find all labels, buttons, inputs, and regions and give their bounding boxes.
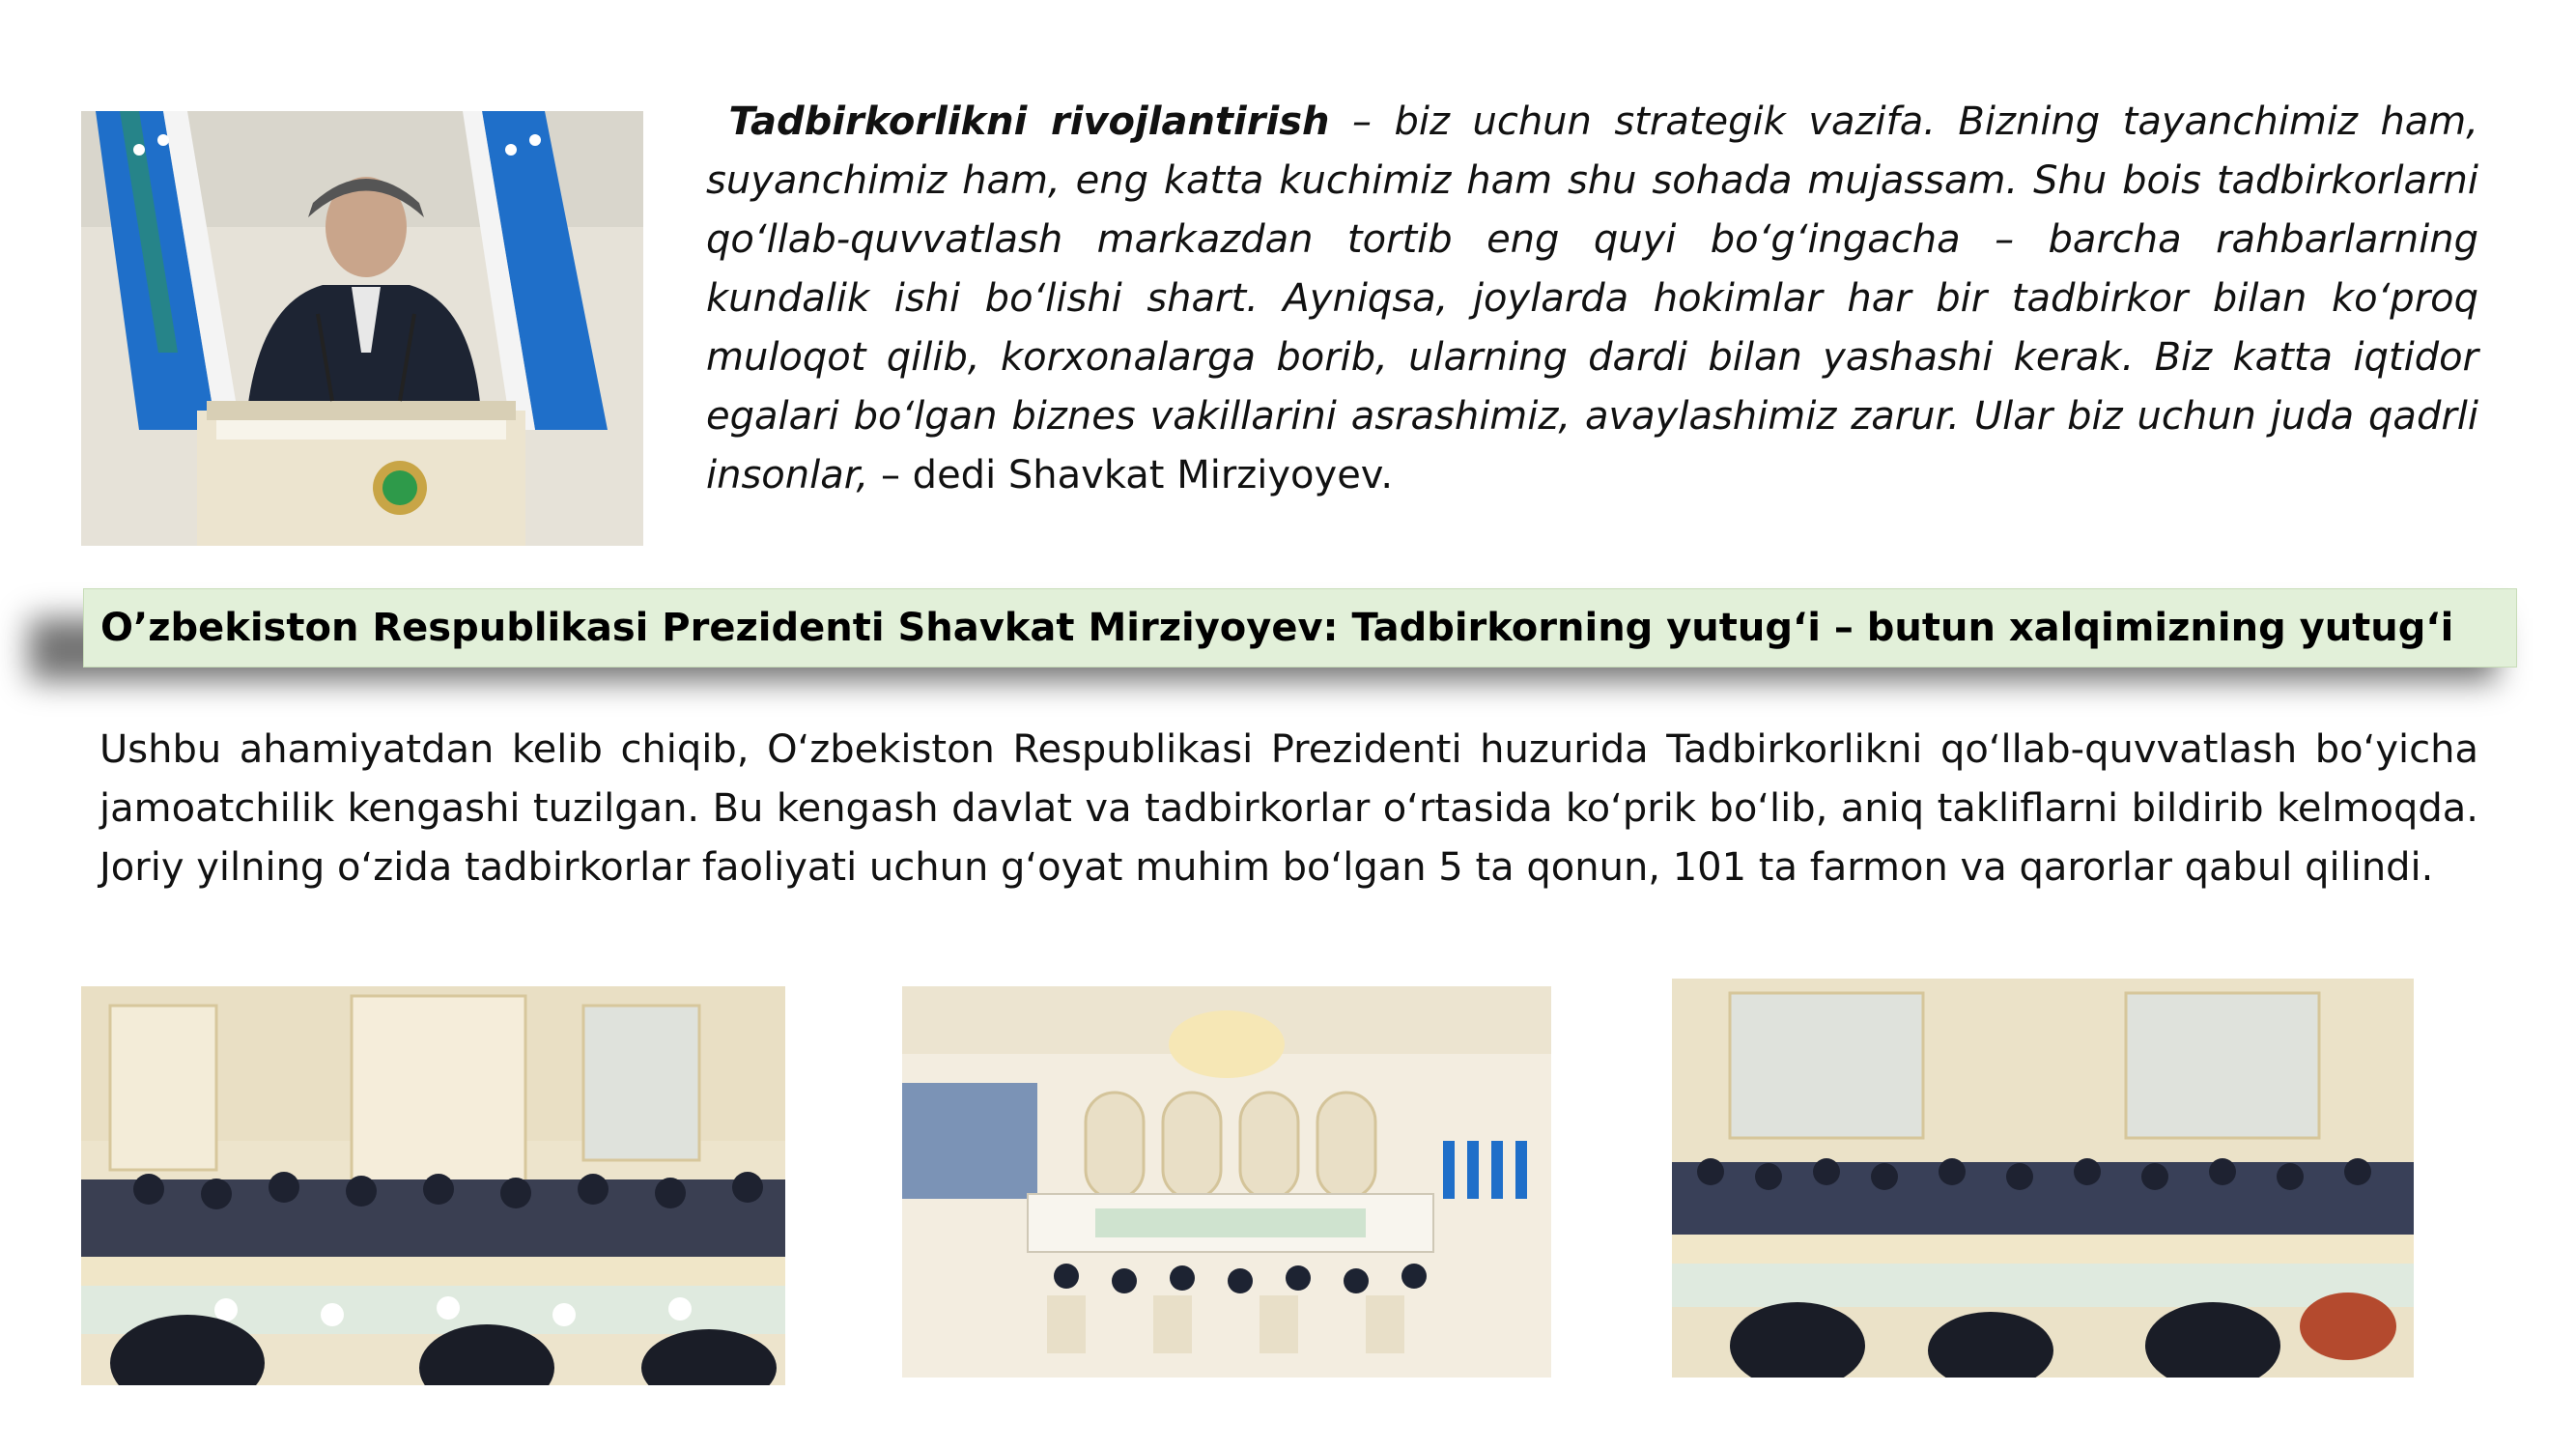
meeting-photo-2: [902, 986, 1551, 1378]
headline-title: O’zbekiston Respublikasi Prezidenti Shavkat Mirziyoyev: Tadbirkorning yutug‘i – butun xalqimizning yutug‘i: [100, 606, 2454, 650]
quote-attribution: – dedi Shavkat Mirziyoyev.: [868, 453, 1394, 497]
quote-lead: Tadbirkorlikni rivojlantirish: [728, 99, 1330, 144]
meeting-photo-3: [1672, 979, 2414, 1378]
quote-text: – biz uchun strategik vazifa. Bizning tayanchimiz ham, suyanchimiz ham, eng katta kuchimiz ham shu sohada mujassam. Shu bois tadbirkorlarni qo‘llab-quvvatlash markazdan tortib eng quyi bo‘g‘ingacha – barcha rahbarlarning kundalik ishi bo‘lishi shart. Ayniqsa, joylarda hokimlar har bir tadbirkor bilan ko‘proq muloqot qilib, korxonalarga borib, ularning dardi bilan yashashi kerak. Biz katta iqtidor egalari bo‘lgan biznes vakillarini asrashimiz, avaylashimiz zarur. Ular biz uchun juda qadrli insonlar,: [706, 99, 2478, 497]
quote-paragraph: [706, 93, 2478, 505]
body-paragraph: Ushbu ahamiyatdan kelib chiqib, O‘zbekiston Respublikasi Prezidenti huzurida Tadbirkorlikni qo‘llab-quvvatlash bo‘yicha jamoatchilik kengashi tuzilgan. Bu kengash davlat va tadbirkorlar o‘rtasida ko‘prik bo‘lib, aniq takliflarni bildirib kelmoqda. Joriy yilning o‘zida tadbirkorlar faoliyati uchun g‘oyat muhim bo‘lgan 5 ta qonun, 101 ta farmon va qarorlar qabul qilindi.: [99, 727, 2478, 890]
president-podium-photo: [81, 111, 643, 546]
meeting-photo-1: [81, 986, 785, 1385]
headline-banner: [83, 588, 2517, 668]
